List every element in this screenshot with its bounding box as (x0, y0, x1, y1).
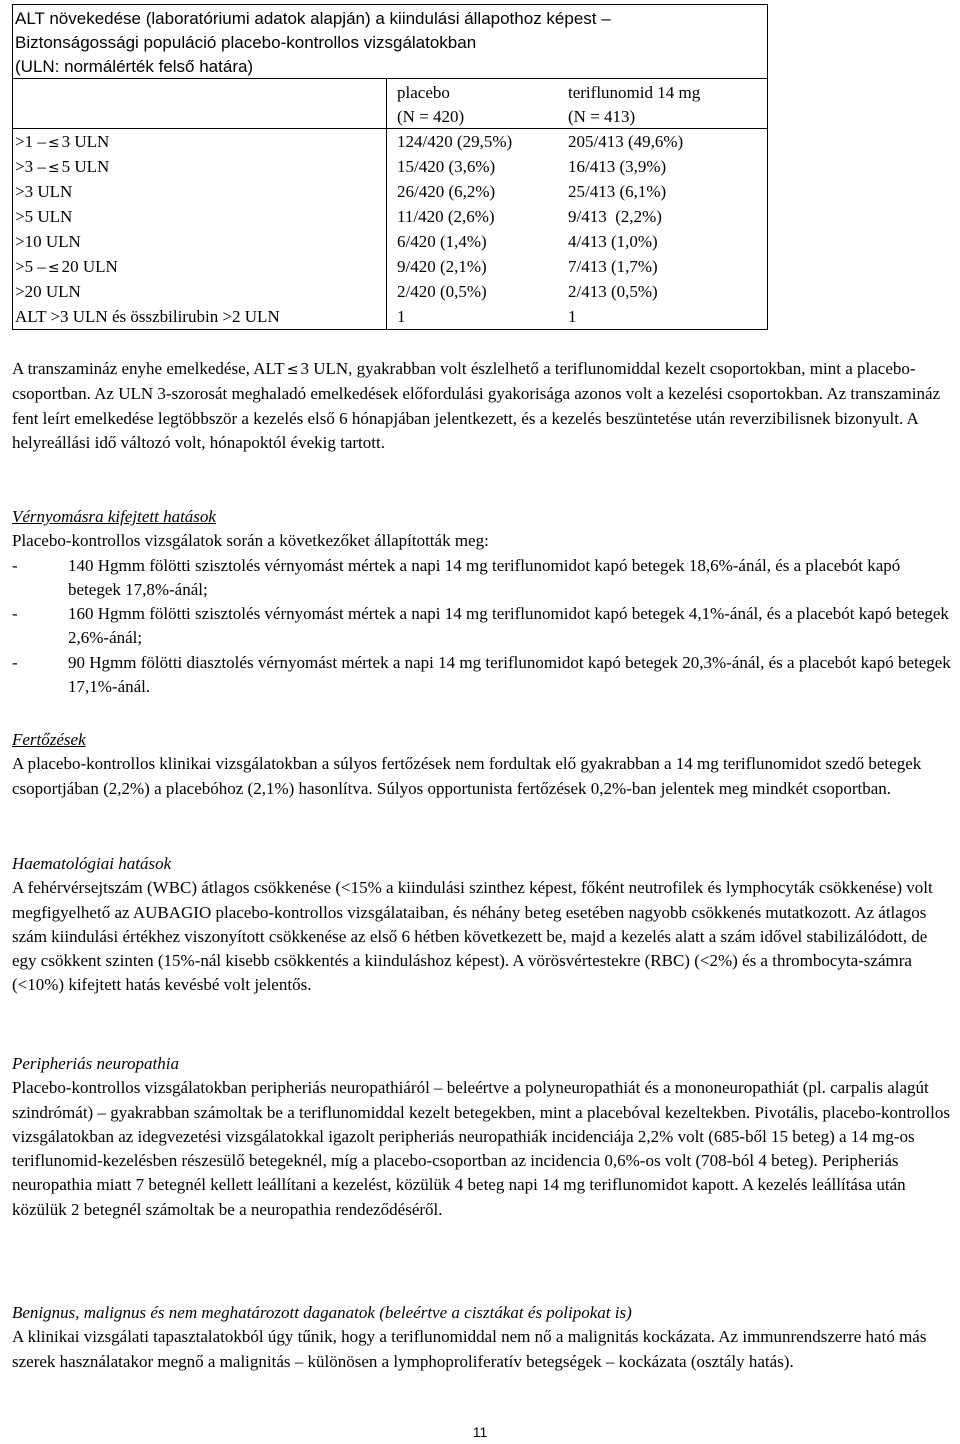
teriflunomide-cell: 205/413 (49,6%) (568, 132, 684, 151)
blood-pressure-section (12, 505, 956, 699)
list-item: - 90 Hgmm fölötti diasztolés vérnyomást mértek a napi 14 mg teriflunomidot kapó betegek 20,3%-ánál, és a placebót kapó betegek 17,1%-ánál. (12, 652, 951, 697)
row-label: ALT >3 ULN és összbilirubin >2 ULN (15, 307, 280, 326)
list-item: - 140 Hgmm fölötti szisztolés vérnyomást mértek a napi 14 mg teriflunomidot kapó betegek 18,6%-ánál, és a placebót kapó betegek 17,8%-ánál; (12, 555, 901, 599)
table-row (13, 279, 767, 304)
placebo-cell: 26/420 (6,2%) (397, 182, 496, 201)
placebo-cell: 15/420 (3,6%) (397, 157, 496, 176)
section-text: Placebo-kontrollos vizsgálatokban peripheriás neuropathiáról – beleértve a polyneuropathiát és a mononeuropathiát (pl. carpalis alagút szindrómát) – gyakrabban számoltak be a teriflunomiddal kezelt betegekben, mint a placebóval kezeltekben. Pivotális, placebo-kontrollos vizsgálatokban az idegvezetési vizsgálatokkal igazolt peripheriás neuropathiák incidenciája 2,2% volt (685-ből 15 beteg) a 14 mg-os teriflunomid-kezelésben részesülő betegeknél, míg a placebo-csoportban az incidencia 0,6%-os volt (708-ból 4 beteg). Peripheriás neuropathia miatt 7 betegnél kellett leállítani a kezelést, közülük 4 beteg napi 14 mg teriflunomidot kapott. A kezelés leállítása után közülük 2 betegnél számoltak be a neuropathia rendeződéséről. (12, 1078, 950, 1219)
table-caption (13, 5, 767, 79)
transaminase-paragraph: A transzamináz enyhe emelkedése, ALT ≤ 3 ULN, gyakrabban volt észlelhető a teriflunomiddal kezelt csoportokban, mint a placebo-csoportban. Az ULN 3-szorosát meghaladó emelkedések előfordulási gyakorisága azonos volt a kezelési csoportokban. Az transzamináz fent leírt emelkedése legtöbbször a kezelés első 6 hónapjában jelentkezett, és a kezelés beszüntetése után reverzibilisnek bizonyult. A helyreállási idő változó volt, hónapoktól évekig tartott. (12, 359, 941, 452)
alt-increase-table (12, 4, 768, 330)
section-heading: Haematológiai hatások (12, 854, 172, 873)
row-label: >3 – ≤ 5 ULN (15, 157, 110, 176)
haematology-section (12, 852, 956, 998)
section-text: A klinikai vizsgálati tapasztalatokból úgy tűnik, hogy a teriflunomiddal nem nő a malignitás kockázata. Az immunrendszerre ható más szerek használatakor megnő a malignitás – különösen a lymphoproliferatív betegségek – kockázata (osztály hatás). (12, 1327, 927, 1371)
placebo-cell: 1 (397, 307, 406, 326)
placebo-cell: 6/420 (1,4%) (397, 232, 487, 251)
row-label: >5 – ≤ 20 ULN (15, 257, 118, 276)
table-row (13, 204, 767, 229)
row-label: >5 ULN (15, 207, 73, 226)
placebo-cell: 11/420 (2,6%) (397, 207, 495, 226)
placebo-header: placebo (N = 420) (397, 83, 465, 126)
teriflunomide-cell: 7/413 (1,7%) (568, 257, 658, 276)
table-body (13, 129, 767, 329)
caption-line: ALT növekedése (laboratóriumi adatok alapján) a kiindulási állapothoz képest – (15, 9, 611, 28)
section-heading: Peripheriás neuropathia (12, 1054, 179, 1073)
section-text: A fehérvérsejtszám (WBC) átlagos csökkenése (<15% a kiindulási szinthez képest, főként neutrofilek és lymphocyták csökkenése) volt megfigyelhető az AUBAGIO placebo-kontrollos vizsgálataiban, és néhány beteg esetében nagyobb csökkenés mutatkozott. Az átlagos szám kiindulási értékhez viszonyított csökkenése az első 6 hétben következett be, majd a kezelés alatt a szám idővel stabilizálódott, de egy csökkent szinten (15%-nál kisebb csökkentés a kiinduláshoz képest). A vörösvértestekre (RBC) (<2%) és a thrombocyta-számra (<10%) kifejtett hatás kevésbé volt jelentős. (12, 878, 933, 995)
section-intro: Placebo-kontrollos vizsgálatok során a következőket állapították meg: (12, 531, 489, 551)
section-heading: Vérnyomásra kifejtett hatások (12, 507, 216, 526)
list-item: - 160 Hgmm fölötti szisztolés vérnyomást mértek a napi 14 mg teriflunomidot kapó betegek 4,1%-ánál, és a placebót kapó betegek 2,6%-ánál; (12, 604, 949, 648)
placebo-cell: 124/420 (29,5%) (397, 132, 513, 151)
section-text: A placebo-kontrollos klinikai vizsgálatokban a súlyos fertőzések nem fordultak elő gyakrabban a 14 mg teriflunomidot szedő betegek csoportjában (2,2%) a placebóhoz (2,1%) hasonlítva. Súlyos opportunista fertőzések 0,2%-ban jelentek meg mindkét csoportban. (12, 754, 922, 798)
row-label: >3 ULN (15, 182, 73, 201)
table-row (13, 254, 767, 279)
table-row (13, 179, 767, 204)
neoplasms-section (12, 1301, 956, 1374)
row-label: >20 ULN (15, 282, 81, 301)
placebo-cell: 9/420 (2,1%) (397, 257, 487, 276)
infections-section (12, 728, 956, 801)
table-row (13, 154, 767, 179)
row-label: >10 ULN (15, 232, 81, 251)
table-row (13, 304, 767, 329)
neuropathy-section (12, 1052, 956, 1222)
row-label: >1 – ≤ 3 ULN (15, 132, 110, 151)
placebo-cell: 2/420 (0,5%) (397, 282, 487, 301)
teriflunomide-cell: 16/413 (3,9%) (568, 157, 667, 176)
section-heading: Benignus, malignus és nem meghatározott daganatok (beleértve a cisztákat és polipokat is) (12, 1303, 632, 1322)
teriflunomide-header: teriflunomid 14 mg (N = 413) (568, 83, 701, 126)
teriflunomide-cell: 9/413 (2,2%) (568, 207, 662, 226)
teriflunomide-cell: 1 (568, 307, 577, 326)
page-number: 11 (472, 1424, 488, 1440)
section-heading: Fertőzések (12, 730, 86, 749)
table-row (13, 229, 767, 254)
teriflunomide-cell: 4/413 (1,0%) (568, 232, 658, 251)
teriflunomide-cell: 25/413 (6,1%) (568, 182, 667, 201)
table-header-row (13, 79, 767, 129)
caption-line: Biztonságossági populáció placebo-kontrollos vizsgálatokban (15, 33, 477, 52)
caption-line: (ULN: normálérték felső határa) (15, 57, 254, 76)
table-row (13, 129, 767, 154)
teriflunomide-cell: 2/413 (0,5%) (568, 282, 658, 301)
